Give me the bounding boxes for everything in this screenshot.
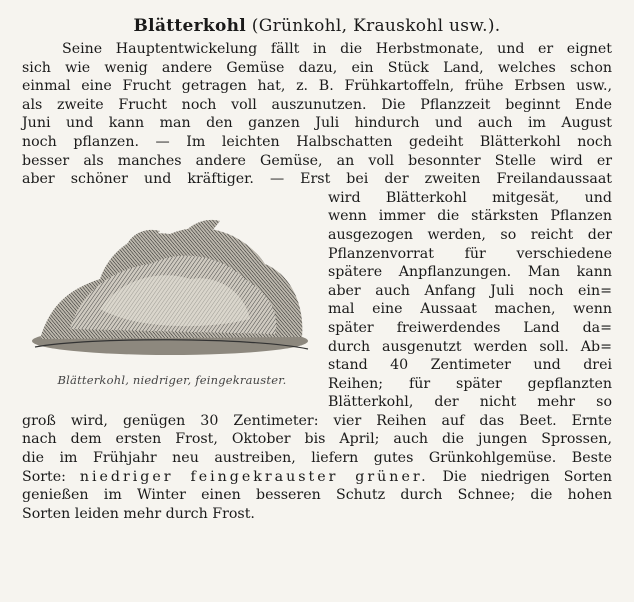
text-line: groß wird, genügen 30 Zentimeter: vier Reihen auf das Beet. Ernte <box>22 412 612 429</box>
text-line: durch ausgenutzt werden soll. Ab= <box>328 338 612 355</box>
text-line: sich wie wenig andere Gemüse dazu, ein Stück Land, welches schon <box>22 59 612 76</box>
sorte-suffix: Die niedrigen Sorten <box>442 468 612 485</box>
text-line: mal eine Aussaat machen, wenn <box>328 301 612 318</box>
sorte-line <box>22 468 612 487</box>
text-line: wird Blätterkohl mitgesät, und <box>328 189 612 206</box>
text-line: aber schöner und kräftiger. — Erst bei der zweiten Freilandaussaat <box>22 171 612 188</box>
text-line: einmal eine Frucht getragen hat, z. B. Frühkartoffeln, frühe Erbsen usw., <box>22 78 612 95</box>
page-title <box>22 14 612 38</box>
text-line: stand 40 Zentimeter und drei <box>328 357 612 374</box>
sorte-variety: niedriger feingekrauster grüner. <box>79 468 429 485</box>
kale-illustration <box>22 189 322 412</box>
text-line: wenn immer die stärksten Pflanzen <box>328 208 612 225</box>
text-line: später freiwerdendes Land da= <box>328 319 612 336</box>
text-line: als zweite Frucht noch voll auszunutzen. Die Pflanzzeit beginnt Ende <box>22 96 612 113</box>
text-line: Blätterkohl, der nicht mehr so <box>328 394 612 411</box>
title-subheading: (Grünkohl, Krauskohl usw.). <box>251 16 501 36</box>
text-line: Sorten leiden mehr durch Frost. <box>22 505 255 522</box>
text-line: Seine Hauptentwickelung fällt in die Herbstmonate, und er eignet <box>62 41 612 57</box>
sorte-prefix: Sorte: <box>22 468 66 485</box>
text-line: die im Frühjahr neu austreiben, liefern gutes Grünkohlgemüse. Beste <box>22 450 612 467</box>
text-line: Reihen; für später gepflanzten <box>328 375 612 392</box>
text-line: genießen im Winter einen besseren Schutz durch Schnee; die hohen <box>22 487 612 504</box>
figure-wrap-block <box>22 189 612 412</box>
text-line: spätere Anpflanzungen. Man kann <box>328 264 612 281</box>
title-heading: Blätterkohl <box>133 16 247 36</box>
paragraph-top <box>22 40 612 189</box>
side-column-text <box>322 189 612 412</box>
text-line: aber auch Anfang Juli noch ein= <box>328 282 612 299</box>
text-line: nach dem ersten Frost, Oktober bis April; auch die jungen Sprossen, <box>22 431 612 448</box>
text-line: ausgezogen werden, so reicht der <box>328 226 612 243</box>
text-line: besser als manches andere Gemüse, an voll besonnter Stelle wird er <box>22 152 612 169</box>
paragraph-bottom <box>22 412 612 524</box>
text-line: Juni und kann man den ganzen Juli hindurch und auch im August <box>22 115 612 132</box>
text-line: noch pflanzen. — Im leichten Halbschatten gedeiht Blätterkohl noch <box>22 133 612 150</box>
figure-caption: Blätterkohl, niedriger, feingekrauster. <box>57 372 287 387</box>
kale-plant-image <box>30 209 310 359</box>
text-line: Pflanzenvorrat für verschiedene <box>328 245 612 262</box>
